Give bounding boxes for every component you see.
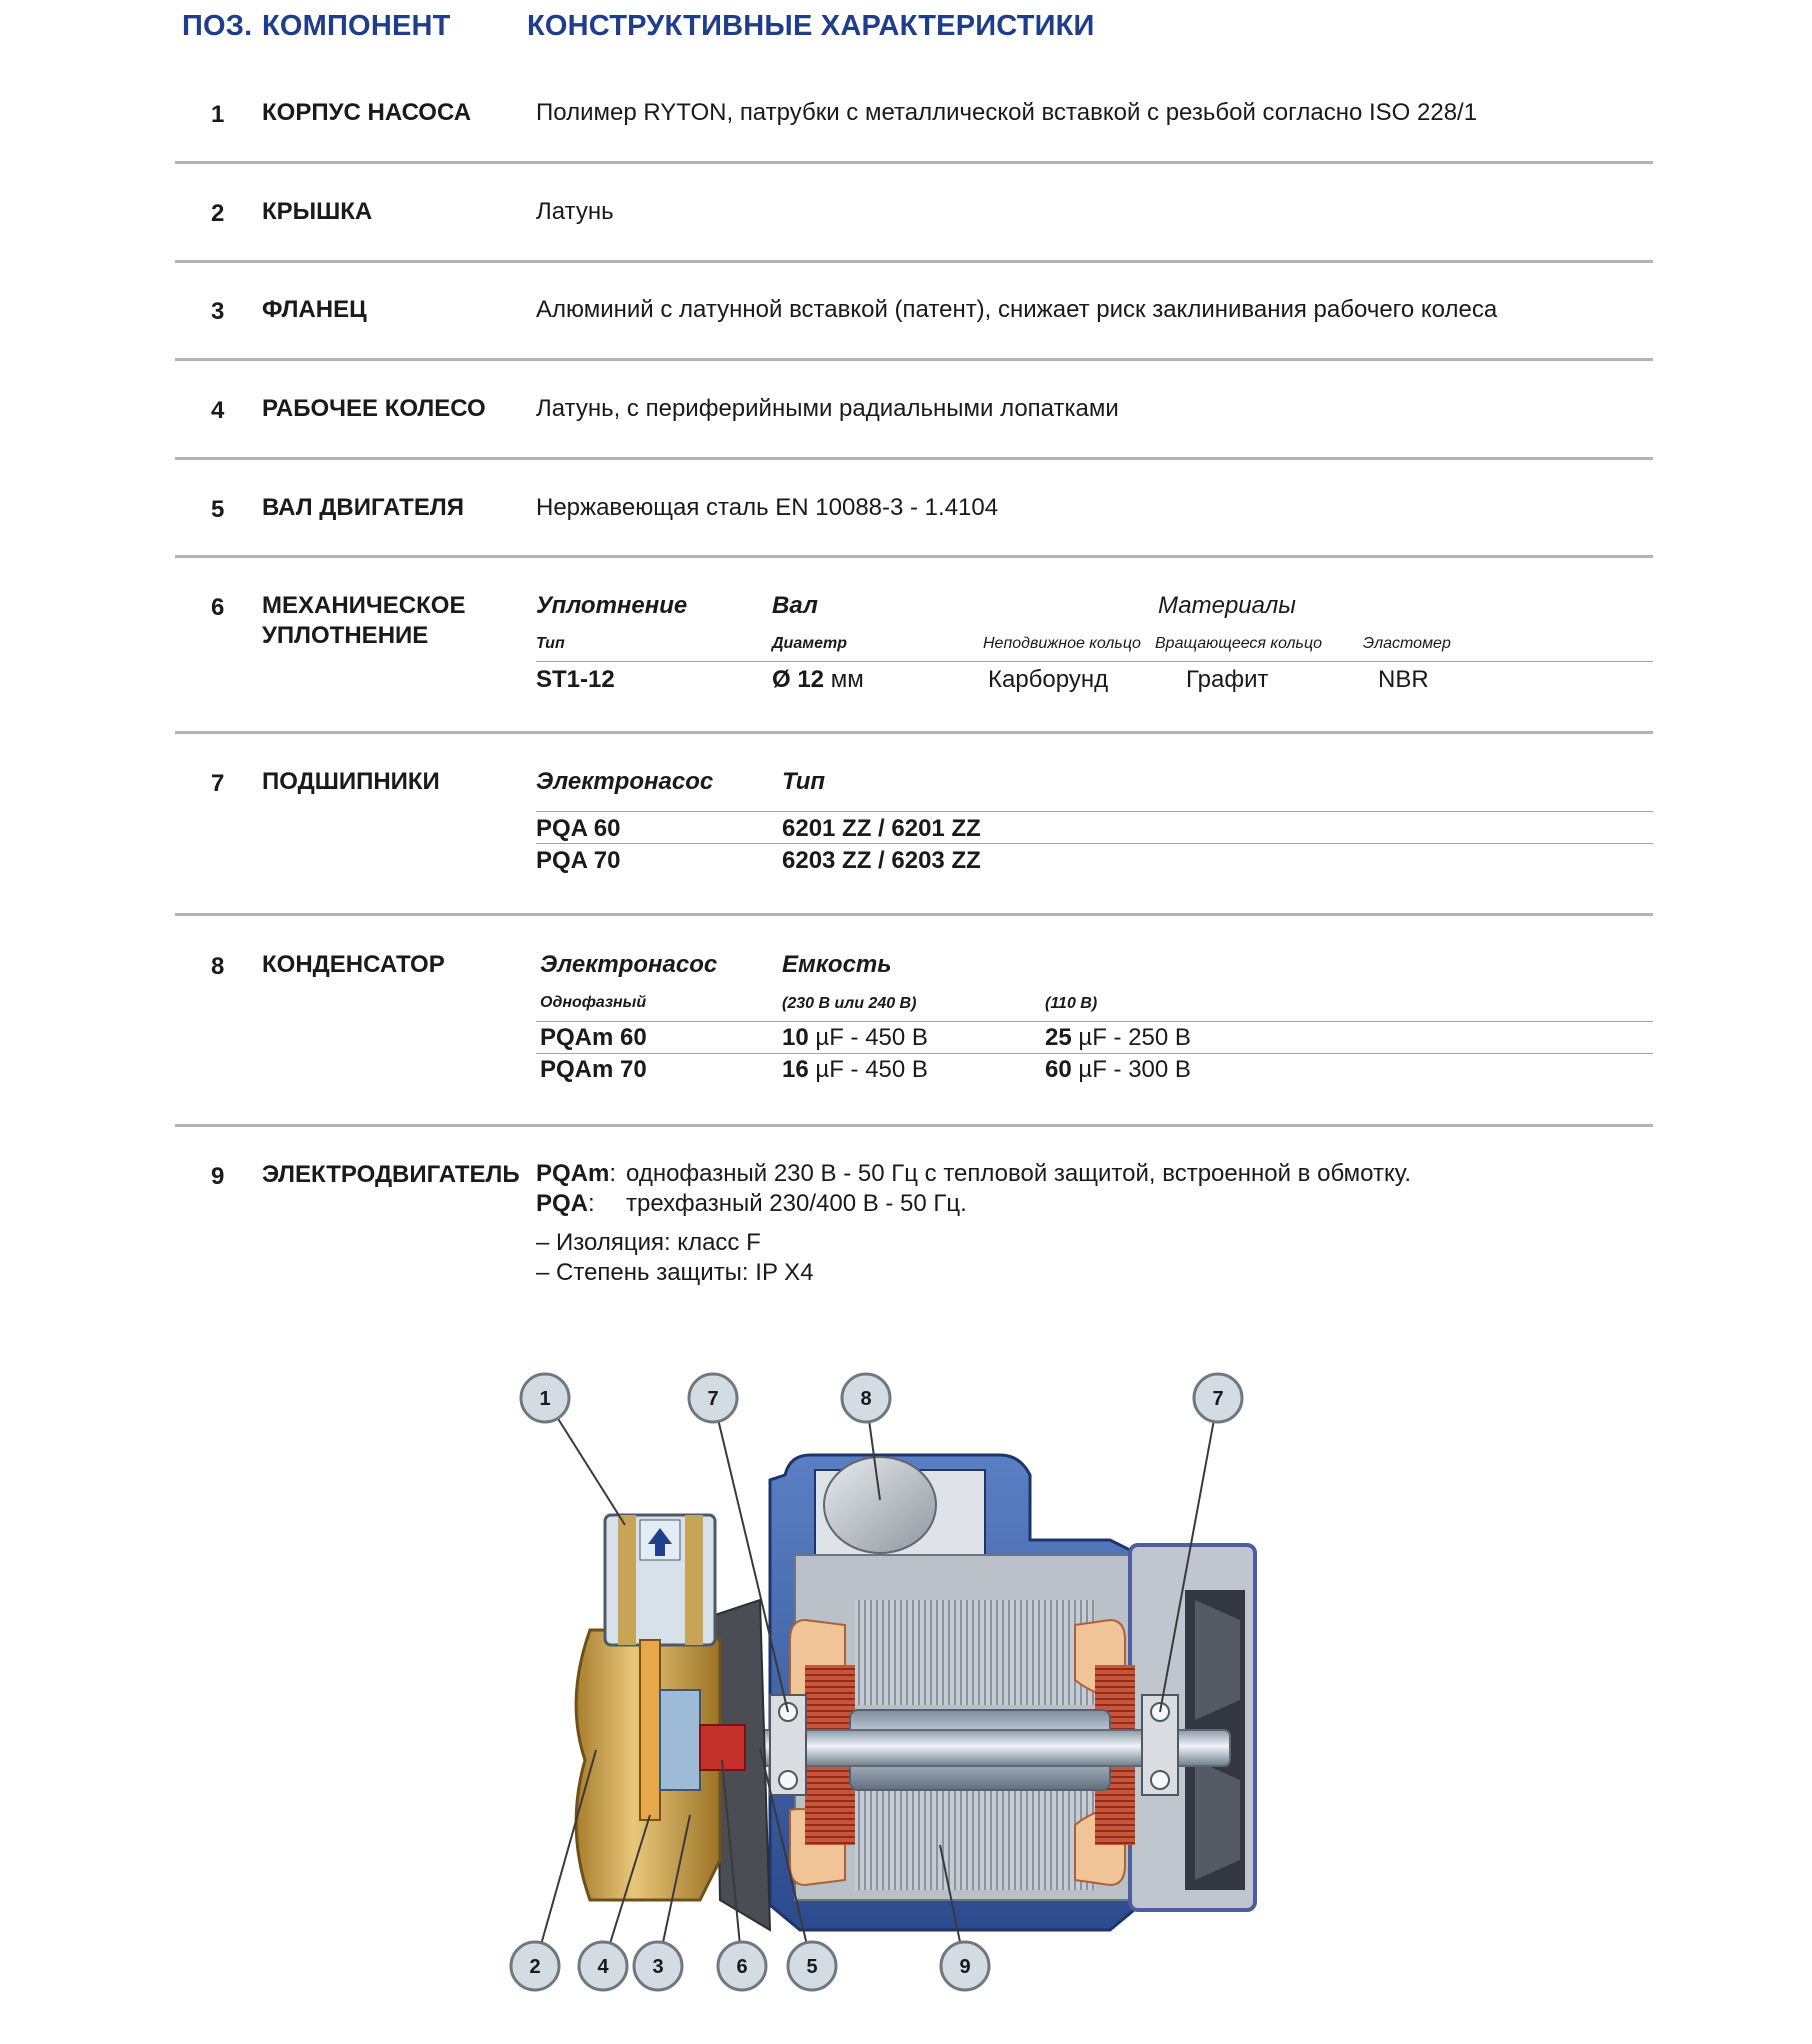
seal-type-value: ST1-12: [536, 666, 615, 693]
motor-three-phase-text: трехфазный 230/400 В - 50 Гц.: [626, 1190, 967, 1217]
component-name: КОНДЕНСАТОР: [262, 951, 445, 978]
motor-line-single-phase: PQAm:: [536, 1160, 617, 1187]
component-name-line2: УПЛОТНЕНИЕ: [262, 622, 429, 649]
callout-label: 1: [539, 1388, 551, 1410]
callout-label: 9: [959, 1956, 971, 1978]
row-number: 9: [211, 1163, 225, 1190]
bearing-pump-2: PQA 70: [536, 847, 621, 874]
seal-heading: Уплотнение: [536, 592, 688, 619]
capacitor: [824, 1457, 936, 1553]
component-desc: Латунь, с периферийными радиальными лопатками: [536, 395, 1119, 422]
component-desc: Алюминий с латунной вставкой (патент), снижает риск заклинивания рабочего колеса: [536, 296, 1498, 323]
capacitor-value-230-2: 16 µF - 450 В: [782, 1056, 928, 1083]
rotating-ring-value: Графит: [1186, 666, 1269, 693]
motor-single-phase-text: однофазный 230 В - 50 Гц с тепловой защитой, встроенной в обмотку.: [626, 1160, 1412, 1187]
component-desc: Нержавеющая сталь EN 10088-3 - 1.4104: [536, 494, 999, 521]
header-characteristics: КОНСТРУКТИВНЫЕ ХАРАКТЕРИСТИКИ: [527, 10, 1095, 42]
component-name: ВАЛ ДВИГАТЕЛЯ: [262, 494, 464, 521]
header-pos: ПОЗ.: [182, 10, 253, 42]
row-number: 6: [211, 594, 225, 621]
component-name-line1: МЕХАНИЧЕСКОЕ: [262, 592, 466, 619]
diameter-subheading: Диаметр: [772, 635, 847, 652]
pump-heading: Электронасос: [540, 951, 718, 978]
callout-label: 6: [736, 1956, 748, 1978]
header-component: КОМПОНЕНТ: [262, 10, 451, 42]
capacitor-pump-2: PQAm 70: [540, 1056, 647, 1083]
elastomer-value: NBR: [1378, 666, 1429, 693]
bearing-type-2: 6203 ZZ / 6203 ZZ: [782, 847, 981, 874]
capacitor-value-230-1: 10 µF - 450 В: [782, 1024, 928, 1051]
callout-label: 7: [1212, 1388, 1224, 1410]
callout-label: 4: [597, 1956, 609, 1978]
capacitor-value-110-2: 60 µF - 300 В: [1045, 1056, 1191, 1083]
row-number: 3: [211, 298, 225, 325]
capacitor-value-110-1: 25 µF - 250 В: [1045, 1024, 1191, 1051]
pump-heading: Электронасос: [536, 768, 714, 795]
fixed-ring-value: Карборунд: [988, 666, 1109, 693]
bearing-pump-1: PQA 60: [536, 815, 621, 842]
component-desc: Латунь: [536, 198, 614, 225]
motor-line-three-phase: PQA:: [536, 1190, 595, 1217]
row-number: 2: [211, 200, 225, 227]
elastomer-subheading: Эластомер: [1363, 635, 1451, 652]
callout-label: 8: [860, 1388, 872, 1410]
motor-protection: – Степень защиты: IP X4: [536, 1259, 814, 1286]
voltage-230-subheading: (230 В или 240 В): [782, 995, 917, 1012]
bearing-type-1: 6201 ZZ / 6201 ZZ: [782, 815, 981, 842]
row-number: 4: [211, 397, 225, 424]
callout-label: 3: [652, 1956, 664, 1978]
shaft-heading: Вал: [772, 592, 818, 619]
type-subheading: Тип: [536, 635, 565, 652]
callout-label: 7: [707, 1388, 719, 1410]
component-name: КРЫШКА: [262, 198, 373, 225]
capacitor-pump-1: PQAm 60: [540, 1024, 647, 1051]
component-name: КОРПУС НАСОСА: [262, 99, 472, 126]
row-number: 8: [211, 953, 225, 980]
callout-label: 5: [806, 1956, 818, 1978]
rotating-ring-subheading: Вращающееся кольцо: [1155, 635, 1323, 652]
type-heading: Тип: [782, 768, 826, 795]
row-number: 5: [211, 496, 225, 523]
single-phase-subheading: Однофазный: [540, 994, 647, 1011]
component-name: ФЛАНЕЦ: [262, 296, 367, 323]
row-number: 7: [211, 770, 225, 797]
component-name: РАБОЧЕЕ КОЛЕСО: [262, 395, 486, 422]
callout-label: 2: [529, 1956, 541, 1978]
component-name: ПОДШИПНИКИ: [262, 768, 440, 795]
fixed-ring-subheading: Неподвижное кольцо: [983, 635, 1141, 652]
materials-heading: Материалы: [1158, 592, 1296, 619]
component-desc: Полимер RYTON, патрубки с металлической вставкой с резьбой согласно ISO 228/1: [536, 99, 1478, 126]
motor-insulation: – Изоляция: класс F: [536, 1229, 761, 1256]
capacity-heading: Емкость: [782, 951, 892, 978]
voltage-110-subheading: (110 В): [1045, 995, 1098, 1012]
component-name: ЭЛЕКТРОДВИГАТЕЛЬ: [262, 1161, 520, 1188]
seal-diameter-value: Ø 12 мм: [772, 666, 864, 693]
row-number: 1: [211, 101, 225, 128]
